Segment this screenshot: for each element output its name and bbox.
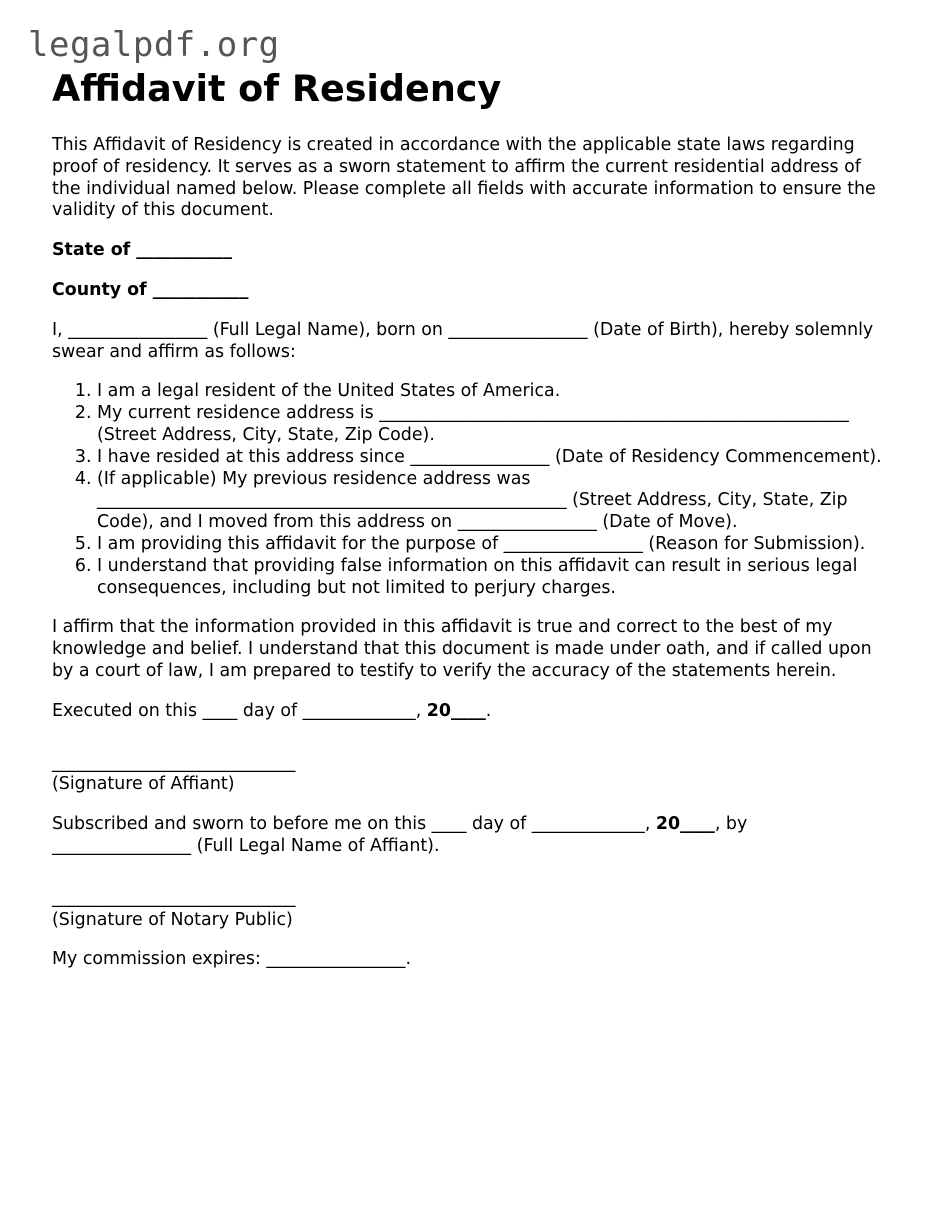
subscribed-suffix: , by ________________ (Full Legal Name of Affiant).	[52, 814, 748, 856]
list-item: 4. (If applicable) My previous residence address was ______________________________________________________ (Street Address, City, State, Zip Code), and I moved from this address on ________________ (Date of Move).	[97, 469, 888, 534]
list-item: 3. I have resided at this address since ________________ (Date of Residency Commencement).	[97, 447, 888, 469]
executed-suffix: .	[485, 700, 492, 721]
subscribed-year: 20____	[655, 814, 715, 835]
executed-year: 20____	[426, 700, 486, 721]
affiant-signature-block	[52, 753, 888, 797]
state-line: State of ___________	[52, 240, 232, 261]
oath-paragraph: I, ________________ (Full Legal Name), born on ________________ (Date of Birth), hereby solemnly swear and affirm as follows:	[52, 319, 874, 362]
document-page	[52, 68, 888, 989]
statements-list	[52, 381, 888, 599]
notary-signature-line: ____________________________	[52, 887, 296, 908]
executed-line	[52, 701, 888, 723]
document-title: Affidavit of Residency	[52, 67, 502, 110]
subscribed-paragraph	[52, 814, 888, 858]
list-item: 6. I understand that providing false information on this affidavit can result in serious legal consequences, including but not limited to perjury charges.	[97, 556, 888, 600]
intro-paragraph: This Affidavit of Residency is created in accordance with the applicable state laws regarding proof of residency. It serves as a sworn statement to affirm the current residential address of the individual named below. Please complete all fields with accurate information to ensure the validity of this document.	[52, 135, 876, 221]
affirmation-paragraph: I affirm that the information provided in this affidavit is true and correct to the best of my knowledge and belief. I understand that this document is made under oath, and if called upon by a court of law, I am prepared to testify to verify the accuracy of the statements herein.	[52, 617, 872, 681]
county-line: County of ___________	[52, 279, 249, 300]
list-item: 1. I am a legal resident of the United States of America.	[97, 381, 888, 403]
notary-signature-label: (Signature of Notary Public)	[52, 909, 293, 930]
affiant-signature-label: (Signature of Affiant)	[52, 774, 235, 795]
commission-line: My commission expires: ________________.	[52, 949, 412, 970]
list-item: 5. I am providing this affidavit for the purpose of ________________ (Reason for Submission).	[97, 534, 888, 556]
subscribed-prefix: Subscribed and sworn to before me on this ____ day of _____________,	[52, 814, 656, 835]
executed-prefix: Executed on this ____ day of _____________,	[52, 700, 427, 721]
watermark-logo: legalpdf.org	[28, 25, 280, 65]
list-item: 2. My current residence address is ______________________________________________________ (Street Address, City, State, Zip Code).	[97, 403, 888, 447]
notary-signature-block	[52, 888, 888, 932]
affiant-signature-line: ____________________________	[52, 752, 296, 773]
